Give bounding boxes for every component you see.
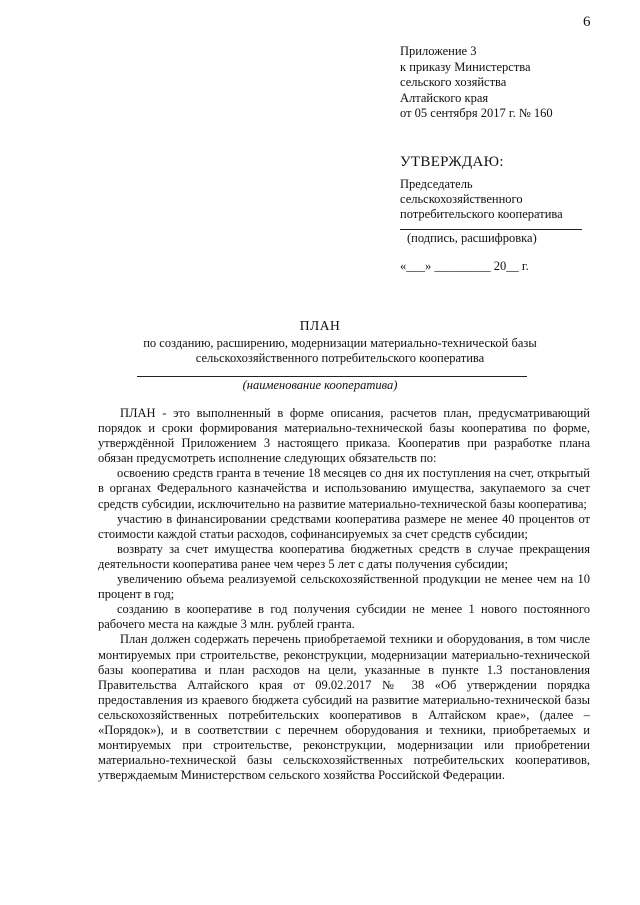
body-paragraph: ПЛАН - это выполненный в форме описания, расчетов план, предусматривающий порядок и сроки формирования материально-технической базы кооператива по форме, утверждённой Приложением 3 настоящего приказа. Кооператив при разработке плана обязан предусмотреть исполнение следующих обязательств по:: [98, 406, 590, 466]
plan-body: [98, 406, 590, 783]
obligation-item: увеличению объема реализуемой сельскохозяйственной продукции не менее чем на 10 процент в год;: [98, 572, 590, 602]
annex-line: сельского хозяйства: [400, 75, 507, 89]
obligation-item: участию в финансировании средствами кооператива размере не менее 40 процентов от стоимости каждой статьи расходов, софинансируемых за счет средств субсидии;: [98, 511, 590, 541]
plan-subtitle: по созданию, расширению, модернизации материально-технической базы сельскохозяйственного потребительского кооператива: [143, 336, 537, 365]
page-number: 6: [583, 14, 591, 30]
approval-date-line: «___» _________ 20__ г.: [400, 259, 529, 273]
annex-line: к приказу Министерства: [400, 59, 531, 74]
approval-title: УТВЕРЖДАЮ:: [400, 154, 504, 170]
signature-caption: (подпись, расшифровка): [407, 231, 537, 245]
obligation-item: возврату за счет имущества кооператива бюджетных средств в случае прекращения деятельности кооператива ранее чем через 5 лет с даты получения субсидии;: [98, 541, 590, 571]
obligation-item: освоению средств гранта в течение 18 месяцев со дня их поступления на счет, открытый в органах Федерального казначейства и использованию имущества, закупаемого за счет средств субсидии, исключительно на развитие материально-технической базы кооператива;: [98, 466, 590, 511]
annex-line: от 05 сентября 2017 г. № 160: [400, 106, 553, 120]
approval-position: Председатель сельскохозяйственного потребительского кооператива: [400, 177, 563, 221]
obligation-item: созданию в кооперативе в год получения субсидии не менее 1 нового постоянного рабочего места на каждые 3 млн. рублей гранта.: [98, 602, 590, 632]
plan-title: ПЛАН: [299, 318, 341, 333]
signature-line: [400, 229, 582, 230]
cooperative-name-line: [137, 376, 527, 377]
cooperative-name-caption: (наименование кооператива): [242, 378, 398, 392]
annex-header: [400, 44, 553, 122]
body-paragraph: План должен содержать перечень приобретаемой техники и оборудования, в том числе монтируемых при строительстве, реконструкции, модернизации материально-технической базы кооператива и план расходов на цели, указанные в пункте 1.3 постановления Правительства Алтайского края от 09.02.2017 № 38 «Об утверждении порядка предоставления из краевого бюджета субсидий на развитие материально-технической базы сельскохозяйственных потребительских кооперативов в Алтайском крае», (далее – «Порядок»), и в соответствии с перечнем оборудования и техники, приобретаемых и монтируемых при строительстве, реконструкции, модернизации или приобретении материально-технической базы сельскохозяйственных потребительских кооперативов, утверждаемым Министерством сельского хозяйства Российской Федерации.: [98, 632, 590, 783]
annex-line: Приложение 3: [400, 44, 477, 58]
annex-line: Алтайского края: [400, 90, 489, 105]
